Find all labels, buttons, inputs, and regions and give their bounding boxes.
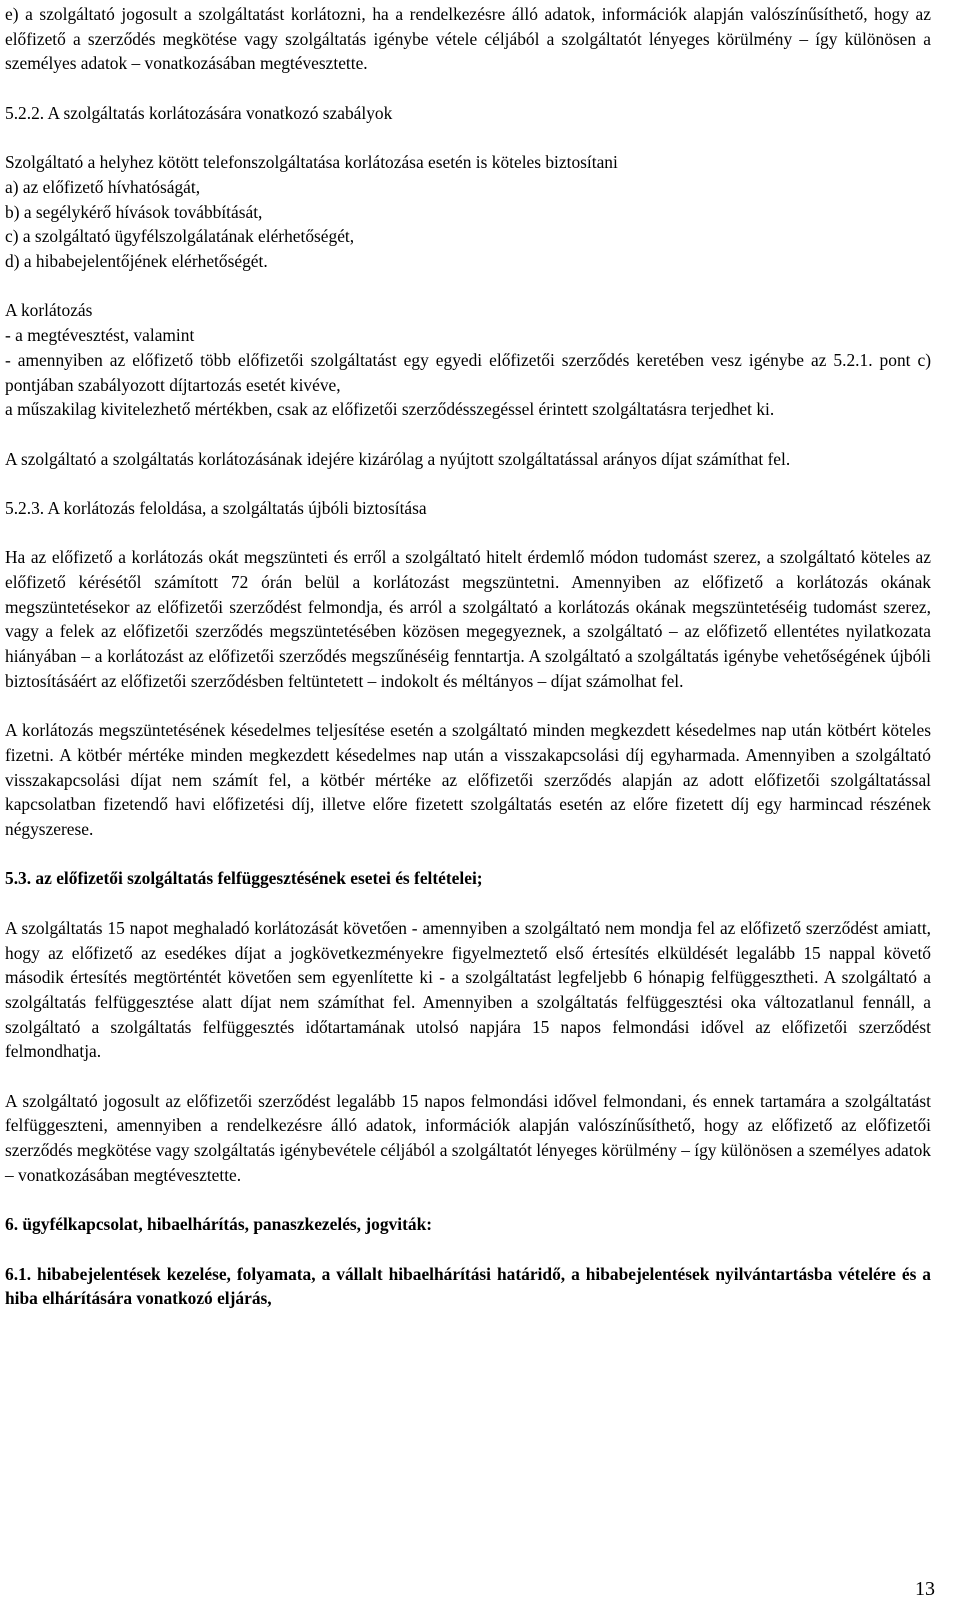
restriction-rules-lead: Szolgáltató a helyhez kötött telefonszolgáltatása korlátozása esetén is köteles biztosítani — [5, 152, 618, 173]
restriction-scope-line: - a megtévesztést, valamint — [5, 325, 195, 346]
termination-paragraph: A szolgáltató jogosult az előfizetői szerződést legalább 15 napos felmondási idővel felmondani, és ennek tartamára a szolgáltatást felfüggeszteni, amennyiben a rendelkezésre álló adatok, információk alapján valószínűsíthető, hogy az előfizető az előfizetői szerződés megkötése vagy szolgáltatás igénybevétele céljából a szolgáltatót lényeges körülmény – így különösen a személyes adatok – vonatkozásában megtévesztette. — [5, 1090, 931, 1185]
restriction-scope-lead: A korlátozás — [5, 300, 93, 321]
list-item: a) az előfizető hívhatóságát, — [5, 176, 201, 197]
section-heading-6: 6. ügyfélkapcsolat, hibaelhárítás, panaszkezelés, jogviták: — [5, 1214, 433, 1235]
section-heading-5-3: 5.3. az előfizetői szolgáltatás felfüggesztésének esetei és feltételei; — [5, 868, 483, 889]
lifting-paragraph: Ha az előfizető a korlátozás okát megszünteti és erről a szolgáltató hitelt érdemlő módon tudomást szerez, a szolgáltató köteles az előfizető kérésétől számított 72 órán belül a korlátozást megszüntetni. Amennyiben az előfizető a korlátozás okának megszüntetésekor az előfizetői szerződést felmondja, és arról a szolgáltató a korlátozás okának megszüntetéséig tudomást szerez, vagy a felek az előfizetői szerződés megszüntetésében közösen megegyeznek, a szolgáltató – az előfizető ellentétes nyilatkozata hiányában – a korlátozást az előfizetői szerződés megszűnéséig fenntartja. A szolgáltató a szolgáltatás igénybe vehetőségének újbóli biztosításáért az előfizetői szerződésben feltüntetett – indokolt és méltányos – díjat számolhat fel. — [5, 547, 931, 691]
list-item: b) a segélykérő hívások továbbítását, — [5, 201, 263, 222]
intro-paragraph: e) a szolgáltató jogosult a szolgáltatást korlátozni, ha a rendelkezésre álló adatok, információk alapján valószínűsíthető, hogy az előfizető a szerződés megkötése vagy szolgáltatás igénybe vétele céljából a szolgáltatót lényeges körülmény – így különösen a személyes adatok – vonatkozásában megtévesztette. — [5, 4, 931, 74]
suspension-paragraph: A szolgáltatás 15 napot meghaladó korlátozását követően - amennyiben a szolgáltató nem mondja fel az előfizető szerződést amiatt, hogy az előfizető az esedékes díjat a jogkövetkezményekre figyelmeztető első értesítés elküldését legalább 15 nappal követő második értesítés megtörténtét követően sem egyenlítette ki - a szolgáltatást legfeljebb 6 hónapig felfüggesztheti. A szolgáltató a szolgáltatás felfüggesztése alatt díjat nem számíthat fel. Amennyiben a szolgáltatás felfüggesztési oka változatlanul fennáll, a szolgáltató a szolgáltatás felfüggesztés időtartamának utolsó napjára 15 napos felmondási idővel az előfizetői szerződést felmondhatja. — [5, 917, 931, 1062]
restriction-scope-line: a műszakilag kivitelezhető mértékben, csak az előfizetői szerződésszegéssel érintett szolgáltatásra terjedhet ki. — [5, 399, 775, 420]
section-heading-5-2-2: 5.2.2. A szolgáltatás korlátozására vonatkozó szabályok — [5, 102, 393, 123]
penalty-paragraph: A korlátozás megszüntetésének késedelmes teljesítése esetén a szolgáltató minden megkezdett késedelmes nap után kötbért köteles fizetni. A kötbér mértéke minden megkezdett késedelmes nap után a visszakapcsolási díj egyharmada. Amennyiben a szolgáltató visszakapcsolási díjat nem számít fel, a kötbér mértéke az előfizetői szerződés alapján az adott előfizetői szolgáltatással kapcsolatban fizetendő havi előfizetési díj, illetve előre fizetett szolgáltatás esetén az előre fizetett díj egy harmincad részének négyszerese. — [5, 720, 931, 840]
section-heading-6-1: 6.1. hibabejelentések kezelése, folyamata, a vállalt hibaelhárítási határidő, a hibabejelentések nyilvántartásba vételére és a hiba elhárítására vonatkozó eljárás, — [5, 1263, 931, 1309]
restriction-scope-line: - amennyiben az előfizető több előfizetői szolgáltatást egy egyedi előfizetői szerződés keretében vesz igénybe az 5.2.1. pont c) pontjában szabályozott díjtartozás esetét kivéve, — [5, 349, 931, 395]
list-item: c) a szolgáltató ügyfélszolgálatának elérhetőségét, — [5, 226, 355, 247]
list-item: d) a hibabejelentőjének elérhetőségét. — [5, 251, 268, 271]
document-page — [5, 0, 931, 1311]
fee-paragraph: A szolgáltató a szolgáltatás korlátozásának idejére kizárólag a nyújtott szolgáltatással arányos díjat számíthat fel. — [5, 448, 791, 469]
section-heading-5-2-3: 5.2.3. A korlátozás feloldása, a szolgáltatás újbóli biztosítása — [5, 497, 427, 518]
restriction-rules-block — [5, 150, 931, 274]
restriction-scope-block — [5, 298, 931, 422]
page-number: 13 — [915, 1578, 935, 1600]
